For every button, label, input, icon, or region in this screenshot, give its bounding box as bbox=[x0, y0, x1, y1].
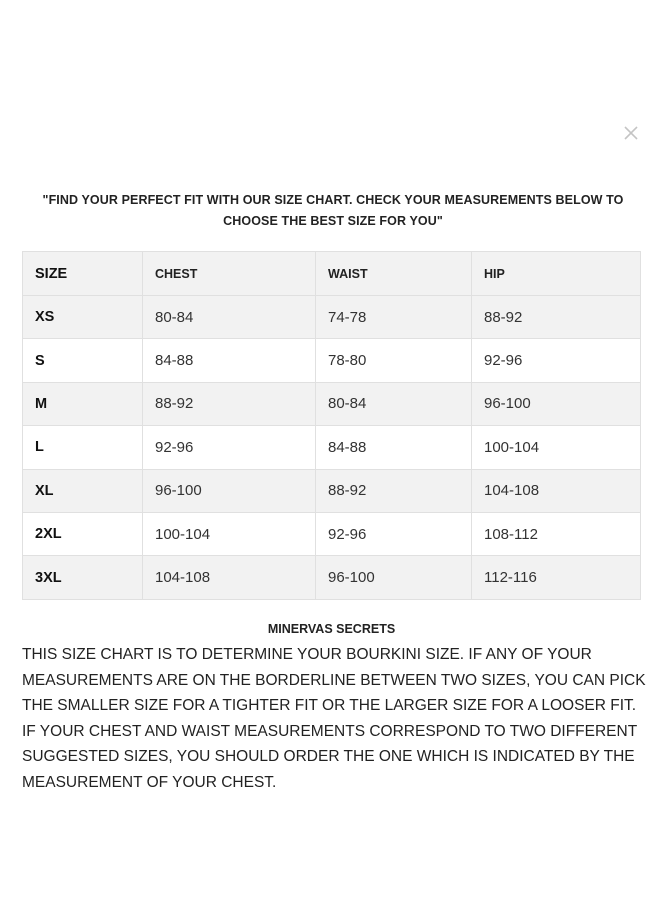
header-hip: HIP bbox=[472, 252, 641, 296]
waist-cell: 92-96 bbox=[316, 512, 472, 555]
waist-cell: 78-80 bbox=[316, 339, 472, 382]
close-button[interactable] bbox=[616, 118, 646, 148]
close-icon bbox=[624, 126, 638, 140]
size-cell: 2XL bbox=[23, 512, 143, 555]
waist-cell: 80-84 bbox=[316, 382, 472, 425]
hip-cell: 92-96 bbox=[472, 339, 641, 382]
size-cell: 3XL bbox=[23, 556, 143, 599]
hip-cell: 104-108 bbox=[472, 469, 641, 512]
size-chart-note: THIS SIZE CHART IS TO DETERMINE YOUR BOURKINI SIZE. IF ANY OF YOUR MEASUREMENTS ARE ON THE BORDERLINE BETWEEN TWO SIZES, YOU CAN PICK THE SMALLER SIZE FOR A TIGHTER FIT OR THE LARGER SIZE FOR A LOOSER FIT. IF YOUR CHEST AND WAIST MEASUREMENTS CORRESPOND TO TWO DIFFERENT SUGGESTED SIZES, YOU SHOULD ORDER THE ONE WHICH IS INDICATED BY THE MEASUREMENT OF YOUR CHEST. bbox=[22, 646, 646, 791]
size-cell: XL bbox=[23, 469, 143, 512]
hip-cell: 108-112 bbox=[472, 512, 641, 555]
header-chest: CHEST bbox=[143, 252, 316, 296]
hip-cell: 100-104 bbox=[472, 426, 641, 469]
table-row bbox=[23, 469, 641, 512]
brand-name: MINERVAS SECRETS bbox=[267, 622, 396, 636]
chest-cell: 80-84 bbox=[143, 296, 316, 339]
intro-text: "FIND YOUR PERFECT FIT WITH OUR SIZE CHART. CHECK YOUR MEASUREMENTS BELOW TO CHOOSE THE BEST SIZE FOR YOU" bbox=[42, 193, 624, 228]
waist-cell: 96-100 bbox=[316, 556, 472, 599]
header-waist: WAIST bbox=[316, 252, 472, 296]
table-row bbox=[23, 556, 641, 599]
table-header-row bbox=[23, 252, 641, 296]
hip-cell: 96-100 bbox=[472, 382, 641, 425]
chest-cell: 104-108 bbox=[143, 556, 316, 599]
size-cell: L bbox=[23, 426, 143, 469]
size-cell: S bbox=[23, 339, 143, 382]
hip-cell: 88-92 bbox=[472, 296, 641, 339]
chest-cell: 100-104 bbox=[143, 512, 316, 555]
table-row bbox=[23, 382, 641, 425]
size-chart-table bbox=[22, 251, 641, 600]
table-row bbox=[23, 512, 641, 555]
chest-cell: 92-96 bbox=[143, 426, 316, 469]
hip-cell: 112-116 bbox=[472, 556, 641, 599]
size-cell: M bbox=[23, 382, 143, 425]
table-row bbox=[23, 339, 641, 382]
table-row bbox=[23, 296, 641, 339]
size-cell: XS bbox=[23, 296, 143, 339]
waist-cell: 88-92 bbox=[316, 469, 472, 512]
table-row bbox=[23, 426, 641, 469]
chest-cell: 96-100 bbox=[143, 469, 316, 512]
chest-cell: 84-88 bbox=[143, 339, 316, 382]
header-size: SIZE bbox=[23, 252, 143, 296]
waist-cell: 84-88 bbox=[316, 426, 472, 469]
chest-cell: 88-92 bbox=[143, 382, 316, 425]
waist-cell: 74-78 bbox=[316, 296, 472, 339]
